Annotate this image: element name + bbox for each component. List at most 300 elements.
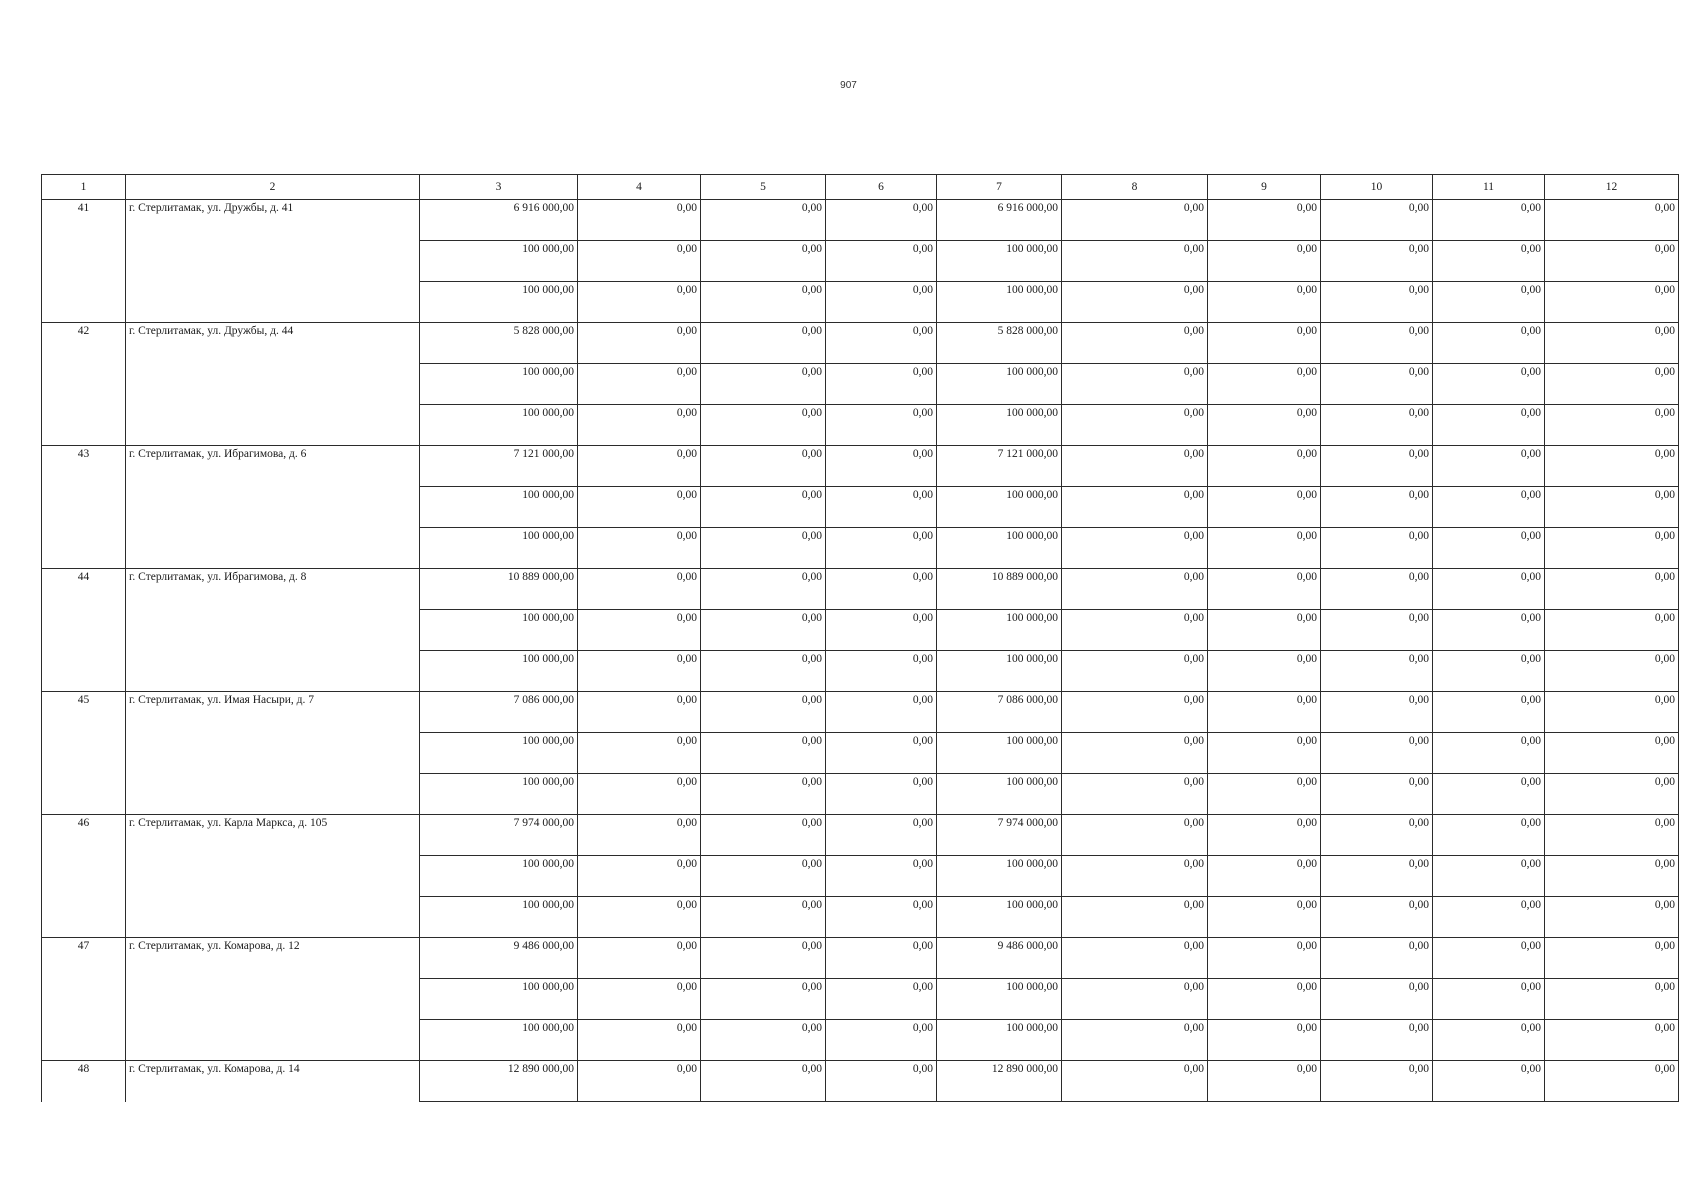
amount-cell-col-5: 0,00 [701,569,826,610]
amount-cell-col-8: 0,00 [1062,815,1208,856]
amount-cell-col-9: 0,00 [1208,1061,1321,1102]
amount-cell-col-11: 0,00 [1433,692,1545,733]
amount-cell-col-11: 0,00 [1433,446,1545,487]
amount-cell-col-6: 0,00 [826,323,937,364]
amount-cell-col-10: 0,00 [1321,282,1433,323]
header-col-1: 1 [42,175,126,200]
amount-cell-col-9: 0,00 [1208,651,1321,692]
amount-cell-col-10: 0,00 [1321,979,1433,1020]
amount-cell-col-3: 100 000,00 [420,979,578,1020]
amount-cell-col-8: 0,00 [1062,528,1208,569]
amount-cell-col-7: 6 916 000,00 [937,200,1062,241]
amount-cell-col-5: 0,00 [701,1061,826,1102]
amount-cell-col-12: 0,00 [1545,938,1679,979]
table-row [42,651,1679,692]
row-number-cell [42,856,126,897]
amount-cell-col-10: 0,00 [1321,200,1433,241]
amount-cell-col-9: 0,00 [1208,446,1321,487]
amount-cell-col-7: 100 000,00 [937,774,1062,815]
amount-cell-col-10: 0,00 [1321,1020,1433,1061]
amount-cell-col-8: 0,00 [1062,733,1208,774]
amount-cell-col-9: 0,00 [1208,323,1321,364]
address-cell [126,651,420,692]
amount-cell-col-4: 0,00 [578,610,701,651]
table-row [42,487,1679,528]
amount-cell-col-11: 0,00 [1433,364,1545,405]
amount-cell-col-10: 0,00 [1321,446,1433,487]
amount-cell-col-7: 9 486 000,00 [937,938,1062,979]
table-row [42,364,1679,405]
amount-cell-col-8: 0,00 [1062,1020,1208,1061]
amount-cell-col-5: 0,00 [701,815,826,856]
amount-cell-col-8: 0,00 [1062,774,1208,815]
amount-cell-col-9: 0,00 [1208,487,1321,528]
amount-cell-col-6: 0,00 [826,897,937,938]
amount-cell-col-5: 0,00 [701,856,826,897]
amount-cell-col-8: 0,00 [1062,856,1208,897]
amount-cell-col-9: 0,00 [1208,979,1321,1020]
amount-cell-col-9: 0,00 [1208,815,1321,856]
amount-cell-col-10: 0,00 [1321,733,1433,774]
address-cell: г. Стерлитамак, ул. Комарова, д. 14 [126,1061,420,1102]
amount-cell-col-5: 0,00 [701,200,826,241]
amount-cell-col-5: 0,00 [701,610,826,651]
amount-cell-col-7: 100 000,00 [937,528,1062,569]
amount-cell-col-9: 0,00 [1208,938,1321,979]
amount-cell-col-5: 0,00 [701,979,826,1020]
amount-cell-col-3: 12 890 000,00 [420,1061,578,1102]
table-row [42,856,1679,897]
row-number-cell: 46 [42,815,126,856]
amount-cell-col-12: 0,00 [1545,774,1679,815]
amount-cell-col-4: 0,00 [578,815,701,856]
address-cell: г. Стерлитамак, ул. Дружбы, д. 44 [126,323,420,364]
header-col-5: 5 [701,175,826,200]
amount-cell-col-6: 0,00 [826,405,937,446]
amount-cell-col-10: 0,00 [1321,569,1433,610]
amount-cell-col-7: 100 000,00 [937,733,1062,774]
amount-cell-col-3: 100 000,00 [420,241,578,282]
amount-cell-col-11: 0,00 [1433,323,1545,364]
amount-cell-col-12: 0,00 [1545,733,1679,774]
amount-cell-col-3: 5 828 000,00 [420,323,578,364]
amount-cell-col-11: 0,00 [1433,815,1545,856]
table-row [42,405,1679,446]
row-number-cell [42,610,126,651]
amount-cell-col-3: 100 000,00 [420,528,578,569]
address-cell [126,528,420,569]
table-body [42,200,1679,1102]
amount-cell-col-7: 100 000,00 [937,1020,1062,1061]
amount-cell-col-8: 0,00 [1062,282,1208,323]
amount-cell-col-4: 0,00 [578,938,701,979]
row-number-cell [42,1020,126,1061]
amount-cell-col-3: 7 974 000,00 [420,815,578,856]
amount-cell-col-6: 0,00 [826,692,937,733]
amount-cell-col-6: 0,00 [826,528,937,569]
amount-cell-col-3: 100 000,00 [420,364,578,405]
row-number-cell [42,241,126,282]
header-col-12: 12 [1545,175,1679,200]
amount-cell-col-4: 0,00 [578,733,701,774]
amount-cell-col-4: 0,00 [578,323,701,364]
amount-cell-col-12: 0,00 [1545,1020,1679,1061]
row-number-cell: 44 [42,569,126,610]
amount-cell-col-7: 12 890 000,00 [937,1061,1062,1102]
amount-cell-col-7: 7 121 000,00 [937,446,1062,487]
header-col-2: 2 [126,175,420,200]
amount-cell-col-3: 100 000,00 [420,282,578,323]
amount-cell-col-12: 0,00 [1545,200,1679,241]
amount-cell-col-3: 10 889 000,00 [420,569,578,610]
amount-cell-col-9: 0,00 [1208,241,1321,282]
amount-cell-col-8: 0,00 [1062,897,1208,938]
amount-cell-col-11: 0,00 [1433,241,1545,282]
amount-cell-col-6: 0,00 [826,610,937,651]
amount-cell-col-4: 0,00 [578,446,701,487]
amount-cell-col-6: 0,00 [826,651,937,692]
amount-cell-col-11: 0,00 [1433,651,1545,692]
header-col-9: 9 [1208,175,1321,200]
table-row [42,897,1679,938]
amount-cell-col-10: 0,00 [1321,897,1433,938]
amount-cell-col-5: 0,00 [701,487,826,528]
address-cell: г. Стерлитамак, ул. Ибрагимова, д. 6 [126,446,420,487]
amount-cell-col-4: 0,00 [578,241,701,282]
amount-cell-col-12: 0,00 [1545,528,1679,569]
amount-cell-col-11: 0,00 [1433,282,1545,323]
amount-cell-col-7: 100 000,00 [937,856,1062,897]
amount-cell-col-10: 0,00 [1321,938,1433,979]
amount-cell-col-9: 0,00 [1208,528,1321,569]
amount-cell-col-10: 0,00 [1321,692,1433,733]
amount-cell-col-3: 100 000,00 [420,651,578,692]
amount-cell-col-11: 0,00 [1433,200,1545,241]
row-number-cell [42,487,126,528]
amount-cell-col-6: 0,00 [826,774,937,815]
row-number-cell [42,733,126,774]
amount-cell-col-5: 0,00 [701,446,826,487]
amount-cell-col-5: 0,00 [701,897,826,938]
amount-cell-col-10: 0,00 [1321,856,1433,897]
amount-cell-col-8: 0,00 [1062,1061,1208,1102]
amount-cell-col-11: 0,00 [1433,487,1545,528]
amount-cell-col-4: 0,00 [578,200,701,241]
amount-cell-col-4: 0,00 [578,569,701,610]
table-row [42,815,1679,856]
amount-cell-col-3: 6 916 000,00 [420,200,578,241]
header-col-4: 4 [578,175,701,200]
amount-cell-col-3: 100 000,00 [420,610,578,651]
row-number-cell: 42 [42,323,126,364]
table-row [42,200,1679,241]
amount-cell-col-7: 100 000,00 [937,979,1062,1020]
amount-cell-col-8: 0,00 [1062,487,1208,528]
amount-cell-col-4: 0,00 [578,692,701,733]
amount-cell-col-12: 0,00 [1545,610,1679,651]
table-row [42,241,1679,282]
amount-cell-col-5: 0,00 [701,733,826,774]
row-number-cell [42,979,126,1020]
amount-cell-col-8: 0,00 [1062,651,1208,692]
amount-cell-col-3: 100 000,00 [420,487,578,528]
address-cell [126,897,420,938]
amount-cell-col-11: 0,00 [1433,979,1545,1020]
amount-cell-col-5: 0,00 [701,938,826,979]
amount-cell-col-9: 0,00 [1208,692,1321,733]
table-row [42,692,1679,733]
amount-cell-col-8: 0,00 [1062,569,1208,610]
amount-cell-col-10: 0,00 [1321,364,1433,405]
amount-cell-col-11: 0,00 [1433,938,1545,979]
amount-cell-col-6: 0,00 [826,856,937,897]
amount-cell-col-8: 0,00 [1062,364,1208,405]
amount-cell-col-10: 0,00 [1321,815,1433,856]
amount-cell-col-12: 0,00 [1545,569,1679,610]
amount-cell-col-11: 0,00 [1433,610,1545,651]
amount-cell-col-4: 0,00 [578,1061,701,1102]
header-col-7: 7 [937,175,1062,200]
row-number-cell [42,364,126,405]
amount-cell-col-6: 0,00 [826,1020,937,1061]
amount-cell-col-10: 0,00 [1321,405,1433,446]
page-number: 907 [840,80,857,91]
table-row [42,569,1679,610]
amount-cell-col-4: 0,00 [578,282,701,323]
amount-cell-col-7: 100 000,00 [937,241,1062,282]
amount-cell-col-6: 0,00 [826,446,937,487]
amount-cell-col-4: 0,00 [578,979,701,1020]
amount-cell-col-11: 0,00 [1433,733,1545,774]
amount-cell-col-11: 0,00 [1433,405,1545,446]
header-col-3: 3 [420,175,578,200]
address-cell [126,774,420,815]
amount-cell-col-5: 0,00 [701,364,826,405]
address-cell [126,405,420,446]
address-cell: г. Стерлитамак, ул. Карла Маркса, д. 105 [126,815,420,856]
amount-cell-col-7: 7 974 000,00 [937,815,1062,856]
address-cell [126,1020,420,1061]
amount-cell-col-5: 0,00 [701,282,826,323]
row-number-cell: 41 [42,200,126,241]
address-cell: г. Стерлитамак, ул. Дружбы, д. 41 [126,200,420,241]
address-cell [126,979,420,1020]
header-col-11: 11 [1433,175,1545,200]
address-cell [126,733,420,774]
amount-cell-col-7: 100 000,00 [937,897,1062,938]
amount-cell-col-7: 5 828 000,00 [937,323,1062,364]
amount-cell-col-4: 0,00 [578,1020,701,1061]
address-cell [126,364,420,405]
amount-cell-col-3: 100 000,00 [420,1020,578,1061]
amount-cell-col-12: 0,00 [1545,487,1679,528]
amount-cell-col-8: 0,00 [1062,446,1208,487]
amount-cell-col-10: 0,00 [1321,774,1433,815]
amount-cell-col-9: 0,00 [1208,856,1321,897]
amount-cell-col-11: 0,00 [1433,856,1545,897]
amount-cell-col-8: 0,00 [1062,323,1208,364]
amount-cell-col-6: 0,00 [826,200,937,241]
amount-cell-col-10: 0,00 [1321,1061,1433,1102]
header-col-6: 6 [826,175,937,200]
row-number-cell: 48 [42,1061,126,1102]
amount-cell-col-6: 0,00 [826,282,937,323]
amount-cell-col-6: 0,00 [826,487,937,528]
amount-cell-col-9: 0,00 [1208,200,1321,241]
row-number-cell [42,282,126,323]
amount-cell-col-6: 0,00 [826,241,937,282]
amount-cell-col-3: 100 000,00 [420,405,578,446]
amount-cell-col-12: 0,00 [1545,446,1679,487]
amount-cell-col-12: 0,00 [1545,282,1679,323]
amount-cell-col-4: 0,00 [578,651,701,692]
amount-cell-col-6: 0,00 [826,1061,937,1102]
row-number-cell [42,528,126,569]
table-row [42,1020,1679,1061]
address-cell: г. Стерлитамак, ул. Комарова, д. 12 [126,938,420,979]
address-cell: г. Стерлитамак, ул. Имая Насыри, д. 7 [126,692,420,733]
amount-cell-col-3: 100 000,00 [420,897,578,938]
amount-cell-col-4: 0,00 [578,364,701,405]
amount-cell-col-8: 0,00 [1062,241,1208,282]
amount-cell-col-7: 100 000,00 [937,282,1062,323]
amount-cell-col-5: 0,00 [701,774,826,815]
amount-cell-col-3: 100 000,00 [420,733,578,774]
table-row [42,979,1679,1020]
amount-cell-col-4: 0,00 [578,897,701,938]
amount-cell-col-8: 0,00 [1062,692,1208,733]
amount-cell-col-9: 0,00 [1208,282,1321,323]
budget-table [41,174,1679,1102]
amount-cell-col-5: 0,00 [701,323,826,364]
amount-cell-col-8: 0,00 [1062,979,1208,1020]
amount-cell-col-4: 0,00 [578,487,701,528]
amount-cell-col-10: 0,00 [1321,241,1433,282]
amount-cell-col-6: 0,00 [826,815,937,856]
amount-cell-col-12: 0,00 [1545,815,1679,856]
amount-cell-col-7: 100 000,00 [937,364,1062,405]
row-number-cell: 45 [42,692,126,733]
amount-cell-col-5: 0,00 [701,241,826,282]
amount-cell-col-5: 0,00 [701,405,826,446]
amount-cell-col-4: 0,00 [578,774,701,815]
amount-cell-col-8: 0,00 [1062,938,1208,979]
amount-cell-col-3: 7 121 000,00 [420,446,578,487]
address-cell: г. Стерлитамак, ул. Ибрагимова, д. 8 [126,569,420,610]
row-number-cell [42,774,126,815]
amount-cell-col-7: 100 000,00 [937,651,1062,692]
amount-cell-col-12: 0,00 [1545,364,1679,405]
header-col-10: 10 [1321,175,1433,200]
amount-cell-col-12: 0,00 [1545,1061,1679,1102]
amount-cell-col-9: 0,00 [1208,364,1321,405]
amount-cell-col-4: 0,00 [578,405,701,446]
amount-cell-col-6: 0,00 [826,364,937,405]
address-cell [126,610,420,651]
amount-cell-col-10: 0,00 [1321,487,1433,528]
column-number-header-row [42,175,1679,200]
amount-cell-col-7: 100 000,00 [937,405,1062,446]
amount-cell-col-7: 7 086 000,00 [937,692,1062,733]
amount-cell-col-11: 0,00 [1433,569,1545,610]
table-row [42,733,1679,774]
amount-cell-col-9: 0,00 [1208,897,1321,938]
amount-cell-col-11: 0,00 [1433,528,1545,569]
table-row [42,446,1679,487]
amount-cell-col-10: 0,00 [1321,528,1433,569]
amount-cell-col-9: 0,00 [1208,610,1321,651]
address-cell [126,241,420,282]
amount-cell-col-10: 0,00 [1321,323,1433,364]
amount-cell-col-3: 7 086 000,00 [420,692,578,733]
table-row [42,938,1679,979]
amount-cell-col-6: 0,00 [826,979,937,1020]
address-cell [126,487,420,528]
amount-cell-col-4: 0,00 [578,528,701,569]
amount-cell-col-10: 0,00 [1321,651,1433,692]
row-number-cell: 47 [42,938,126,979]
amount-cell-col-11: 0,00 [1433,897,1545,938]
address-cell [126,282,420,323]
amount-cell-col-12: 0,00 [1545,692,1679,733]
table-row [42,528,1679,569]
table-row [42,774,1679,815]
amount-cell-col-6: 0,00 [826,733,937,774]
amount-cell-col-9: 0,00 [1208,733,1321,774]
amount-cell-col-5: 0,00 [701,692,826,733]
amount-cell-col-9: 0,00 [1208,1020,1321,1061]
address-cell [126,856,420,897]
amount-cell-col-8: 0,00 [1062,610,1208,651]
amount-cell-col-4: 0,00 [578,856,701,897]
table-row [42,282,1679,323]
amount-cell-col-3: 100 000,00 [420,774,578,815]
amount-cell-col-6: 0,00 [826,938,937,979]
amount-cell-col-11: 0,00 [1433,1061,1545,1102]
row-number-cell [42,405,126,446]
table-row [42,610,1679,651]
amount-cell-col-12: 0,00 [1545,979,1679,1020]
amount-cell-col-12: 0,00 [1545,405,1679,446]
amount-cell-col-7: 100 000,00 [937,487,1062,528]
amount-cell-col-10: 0,00 [1321,610,1433,651]
amount-cell-col-5: 0,00 [701,528,826,569]
amount-cell-col-8: 0,00 [1062,405,1208,446]
amount-cell-col-11: 0,00 [1433,774,1545,815]
amount-cell-col-12: 0,00 [1545,241,1679,282]
table-row [42,1061,1679,1102]
amount-cell-col-7: 10 889 000,00 [937,569,1062,610]
amount-cell-col-3: 100 000,00 [420,856,578,897]
row-number-cell: 43 [42,446,126,487]
amount-cell-col-3: 9 486 000,00 [420,938,578,979]
amount-cell-col-12: 0,00 [1545,323,1679,364]
amount-cell-col-5: 0,00 [701,651,826,692]
row-number-cell [42,897,126,938]
amount-cell-col-12: 0,00 [1545,651,1679,692]
amount-cell-col-12: 0,00 [1545,897,1679,938]
amount-cell-col-9: 0,00 [1208,569,1321,610]
amount-cell-col-9: 0,00 [1208,774,1321,815]
amount-cell-col-9: 0,00 [1208,405,1321,446]
amount-cell-col-6: 0,00 [826,569,937,610]
amount-cell-col-7: 100 000,00 [937,610,1062,651]
amount-cell-col-5: 0,00 [701,1020,826,1061]
amount-cell-col-8: 0,00 [1062,200,1208,241]
row-number-cell [42,651,126,692]
header-col-8: 8 [1062,175,1208,200]
amount-cell-col-11: 0,00 [1433,1020,1545,1061]
